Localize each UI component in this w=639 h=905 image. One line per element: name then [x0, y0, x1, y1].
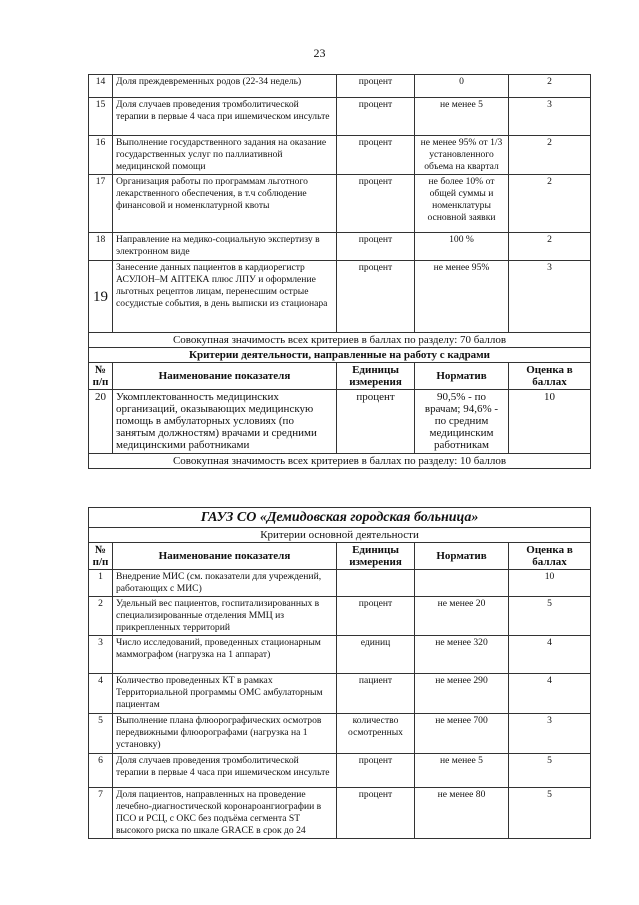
indicator-name: Доля преждевременных родов (22-34 недель): [113, 75, 337, 98]
norm-cell: не менее 290: [415, 674, 509, 714]
header-score: Оценка в баллах: [509, 363, 591, 390]
unit-cell: [337, 570, 415, 597]
criteria-table-2: [88, 507, 591, 839]
norm-cell: не менее 320: [415, 636, 509, 674]
norm-cell: не менее 5: [415, 754, 509, 788]
score-cell: 2: [509, 75, 591, 98]
table-row: [89, 754, 591, 788]
indicator-name: Организация работы по программам льготного лекарственного обеспечения, в т.ч соблюдение финансовой и номенклатурной квоты: [113, 175, 337, 233]
indicator-name: Доля пациентов, направленных на проведение лечебно-диагностической коронароангиографии в ПСО и РСЦ, с ОКС без подъёма сегмента ST высокого риска по шкале GRACE в срок до 24: [113, 788, 337, 839]
row-number: 20: [89, 390, 113, 454]
row-number: 1: [89, 570, 113, 597]
table-row: [89, 98, 591, 136]
table-row: [89, 674, 591, 714]
indicator-name: Число исследований, проведенных стационарным маммографом (нагрузка на 1 аппарат): [113, 636, 337, 674]
score-cell: 10: [509, 570, 591, 597]
unit-cell: процент: [337, 390, 415, 454]
table-row: [89, 788, 591, 839]
section-summary-2: Совокупная значимость всех критериев в баллах по разделу: 10 баллов: [89, 454, 591, 469]
norm-cell: 100 %: [415, 233, 509, 261]
table-row: [89, 175, 591, 233]
header-n: № п/п: [89, 543, 113, 570]
row-number: 3: [89, 636, 113, 674]
unit-cell: процент: [337, 754, 415, 788]
indicator-name: Количество проведенных КТ в рамках Территориальной программы ОМС амбулаторным пациентам: [113, 674, 337, 714]
indicator-name: Внедрение МИС (см. показатели для учреждений, работающих с МИС): [113, 570, 337, 597]
indicator-name: Доля случаев проведения тромболитической терапии в первые 4 часа при ишемическом инсульте: [113, 754, 337, 788]
row-number: 4: [89, 674, 113, 714]
norm-cell: не менее 20: [415, 597, 509, 636]
table-row: [89, 636, 591, 674]
norm-cell: не более 10% от общей суммы и номенклатуры основной заявки: [415, 175, 509, 233]
norm-cell: не менее 80: [415, 788, 509, 839]
header-unit: Единицы измерения: [337, 363, 415, 390]
criteria-table-1: [88, 74, 591, 469]
section-title-main: Критерии основной деятельности: [89, 528, 591, 543]
unit-cell: процент: [337, 75, 415, 98]
norm-cell: 90,5% - по врачам; 94,6% - по средним медицинским работникам: [415, 390, 509, 454]
score-cell: 5: [509, 754, 591, 788]
row-number: 15: [89, 98, 113, 136]
score-cell: 2: [509, 233, 591, 261]
unit-cell: единиц: [337, 636, 415, 674]
row-number: 18: [89, 233, 113, 261]
row-number: 19: [89, 261, 113, 333]
table-row: [89, 233, 591, 261]
header-name: Наименование показателя: [113, 363, 337, 390]
score-cell: 2: [509, 175, 591, 233]
row-number: 14: [89, 75, 113, 98]
norm-cell: 0: [415, 75, 509, 98]
unit-cell: процент: [337, 175, 415, 233]
row-number: 7: [89, 788, 113, 839]
row-number: 6: [89, 754, 113, 788]
score-cell: 2: [509, 136, 591, 175]
unit-cell: процент: [337, 788, 415, 839]
norm-cell: не менее 700: [415, 714, 509, 754]
header-row: [89, 363, 591, 390]
header-n: № п/п: [89, 363, 113, 390]
row-number: 2: [89, 597, 113, 636]
row-number: 17: [89, 175, 113, 233]
section-title-staff-row: [89, 348, 591, 363]
indicator-name: Доля случаев проведения тромболитической терапии в первые 4 часа при ишемическом инсульте: [113, 98, 337, 136]
table-row: [89, 570, 591, 597]
header-norm: Норматив: [415, 363, 509, 390]
unit-cell: процент: [337, 98, 415, 136]
table-row: [89, 597, 591, 636]
header-name: Наименование показателя: [113, 543, 337, 570]
score-cell: 4: [509, 674, 591, 714]
section-summary-1: Совокупная значимость всех критериев в баллах по разделу: 70 баллов: [89, 333, 591, 348]
section-title-staff: Критерии деятельности, направленные на работу с кадрами: [89, 348, 591, 363]
unit-cell: процент: [337, 233, 415, 261]
norm-cell: не менее 95% от 1/3 установленного объема на квартал: [415, 136, 509, 175]
score-cell: 4: [509, 636, 591, 674]
page-number: 23: [313, 46, 326, 60]
table-row: [89, 261, 591, 333]
score-cell: 5: [509, 597, 591, 636]
hospital-title: ГАУЗ СО «Демидовская городская больница»: [89, 508, 591, 528]
header-score: Оценка в баллах: [509, 543, 591, 570]
header-row: [89, 543, 591, 570]
table-row: [89, 75, 591, 98]
table-row: [89, 714, 591, 754]
norm-cell: не менее 95%: [415, 261, 509, 333]
indicator-name: Удельный вес пациентов, госпитализированных в специализированные отделения ММЦ из прикрепленных территорий: [113, 597, 337, 636]
hospital-title-row: [89, 508, 591, 528]
table-row: [89, 390, 591, 454]
indicator-name: Выполнение государственного задания на оказание государственных услуг по паллиативной медицинской помощи: [113, 136, 337, 175]
score-cell: 5: [509, 788, 591, 839]
unit-cell: процент: [337, 261, 415, 333]
indicator-name: Выполнение плана флюорографических осмотров передвижными флюорографами (нагрузка на 1 установку): [113, 714, 337, 754]
row-number: 16: [89, 136, 113, 175]
unit-cell: количество осмотренных: [337, 714, 415, 754]
score-cell: 10: [509, 390, 591, 454]
norm-cell: не менее 5: [415, 98, 509, 136]
section-summary-1-row: [89, 333, 591, 348]
unit-cell: процент: [337, 136, 415, 175]
section-summary-2-row: [89, 454, 591, 469]
unit-cell: пациент: [337, 674, 415, 714]
indicator-name: Укомплектованность медицинских организаций, оказывающих медицинскую помощь в амбулаторных условиях (по занятым должностям) врачами и средними медицинскими работниками: [113, 390, 337, 454]
table-row: [89, 136, 591, 175]
header-norm: Норматив: [415, 543, 509, 570]
norm-cell: [415, 570, 509, 597]
unit-cell: процент: [337, 597, 415, 636]
header-unit: Единицы измерения: [337, 543, 415, 570]
row-number: 5: [89, 714, 113, 754]
score-cell: 3: [509, 98, 591, 136]
score-cell: 3: [509, 261, 591, 333]
indicator-name: Направление на медико-социальную экспертизу в электронном виде: [113, 233, 337, 261]
score-cell: 3: [509, 714, 591, 754]
indicator-name: Занесение данных пациентов в кардиорегистр АСУЛОН–М АПТЕКА плюс ЛПУ и оформление льготных рецептов лицам, перенесшим острые сосудистые события, в день выписки из стационара: [113, 261, 337, 333]
section-title-main-row: [89, 528, 591, 543]
